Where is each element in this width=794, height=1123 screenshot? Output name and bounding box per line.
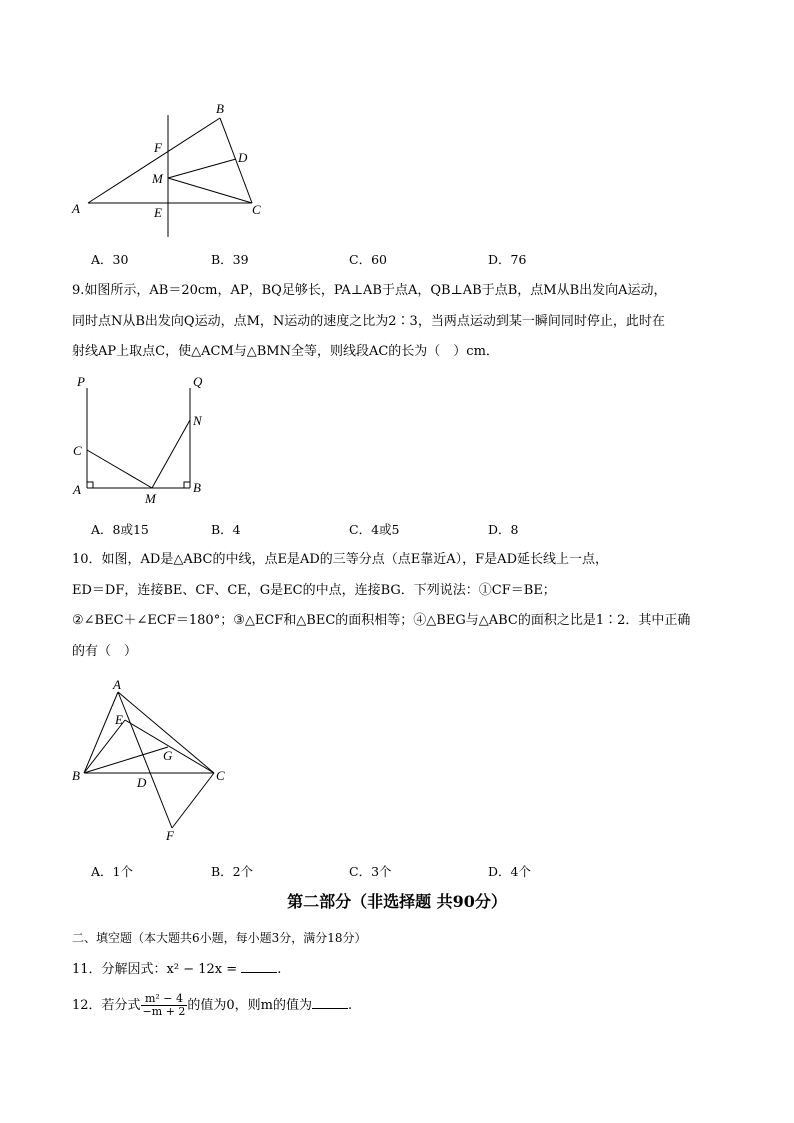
q12-prefix: 12．若分式 bbox=[72, 998, 141, 1013]
q11-suffix: . bbox=[277, 962, 282, 977]
q9-text-line2: 同时点N从B出发向Q运动，点M，N运动的速度之比为2∶3，当两点运动到某一瞬间同时停止，此时在 bbox=[72, 314, 665, 329]
segment-CM bbox=[87, 450, 152, 488]
q10-option-c[interactable]: C．3个 bbox=[349, 864, 392, 879]
q10-option-a[interactable]: A．1个 bbox=[91, 864, 133, 879]
q9-option-c[interactable]: C．4或5 bbox=[349, 522, 400, 537]
q8-option-c[interactable]: C．60 bbox=[349, 252, 387, 267]
segment-CF bbox=[172, 773, 214, 828]
part2-title: 第二部分（非选择题 共90分） bbox=[287, 892, 507, 911]
segment-BE bbox=[84, 720, 125, 773]
q10-option-d[interactable]: D．4个 bbox=[488, 864, 531, 879]
right-angle-B bbox=[184, 482, 190, 488]
q9-option-a[interactable]: A．8或15 bbox=[91, 522, 149, 537]
q11-prefix: 11．分解因式：x² − 12x = bbox=[72, 962, 238, 977]
label-E: E bbox=[154, 205, 162, 220]
q10-text-line4: 的有（ ） bbox=[72, 644, 138, 659]
q10-option-b[interactable]: B．2个 bbox=[211, 864, 254, 879]
label-C: C bbox=[73, 443, 82, 458]
q11 bbox=[72, 960, 281, 979]
q8-option-a[interactable]: A．30 bbox=[91, 252, 129, 267]
figure-q9 bbox=[60, 370, 230, 510]
label-A: A bbox=[73, 482, 81, 497]
segment-AB bbox=[84, 692, 118, 773]
q12-answer-blank[interactable] bbox=[312, 996, 348, 1009]
q12-middle: 的值为0，则m的值为 bbox=[187, 998, 313, 1013]
label-A: A bbox=[72, 201, 80, 216]
label-C: C bbox=[252, 202, 261, 217]
label-F: F bbox=[154, 140, 162, 155]
label-D: D bbox=[137, 775, 147, 790]
q8-option-d[interactable]: D．76 bbox=[488, 252, 527, 267]
label-Q: Q bbox=[193, 374, 203, 389]
q12-suffix: . bbox=[348, 998, 353, 1013]
segment-MC bbox=[168, 178, 252, 203]
q9-text-line1: 9.如图所示，AB＝20cm，AP，BQ足够长，PA⊥AB于点A，QB⊥AB于点B，点M从B出发向A运动， bbox=[72, 283, 667, 298]
figure-q10 bbox=[60, 672, 240, 852]
section2-header: 二、填空题（本大题共6小题，每小题3分，满分18分） bbox=[72, 931, 367, 945]
q9-text-line3: 射线AP上取点C，使△ACM与△BMN全等，则线段AC的长为（ ）cm． bbox=[72, 344, 499, 359]
q9-option-d[interactable]: D．8 bbox=[488, 522, 519, 537]
label-G: G bbox=[163, 748, 173, 763]
q10-text-line3: ②∠BEC＋∠ECF＝180°；③△ECF和△BEC的面积相等；④△BEG与△ABC的面积之比是1∶2．其中正确 bbox=[72, 613, 691, 628]
label-P: P bbox=[77, 374, 85, 389]
segment-BG bbox=[84, 747, 168, 773]
label-B: B bbox=[216, 101, 224, 116]
q12 bbox=[72, 992, 352, 1020]
label-E: E bbox=[115, 712, 123, 727]
label-M: M bbox=[152, 171, 163, 186]
label-N: N bbox=[193, 413, 202, 428]
label-F: F bbox=[166, 828, 174, 843]
label-B: B bbox=[72, 768, 80, 783]
segment-AB bbox=[88, 118, 220, 203]
q11-answer-blank[interactable] bbox=[241, 960, 277, 973]
figure-q8 bbox=[60, 95, 290, 245]
label-M: M bbox=[145, 491, 156, 506]
q9-option-b[interactable]: B．4 bbox=[211, 522, 241, 537]
segment-MN bbox=[152, 420, 190, 488]
q12-fraction bbox=[141, 993, 188, 1018]
q10-text-line2: ED＝DF，连接BE、CF、CE，G是EC的中点，连接BG．下列说法：①CF＝BE； bbox=[72, 583, 556, 598]
label-B: B bbox=[193, 480, 201, 495]
segment-MD bbox=[168, 159, 236, 178]
q8-option-b[interactable]: B．39 bbox=[211, 252, 249, 267]
label-A: A bbox=[113, 677, 121, 692]
q12-denominator: −m + 2 bbox=[142, 1005, 186, 1018]
right-angle-A bbox=[87, 482, 93, 488]
segment-EC bbox=[125, 720, 214, 773]
q10-text-line1: 10．如图，AD是△ABC的中线，点E是AD的三等分点（点E靠近A），F是AD延长线上一点， bbox=[72, 552, 608, 567]
label-D: D bbox=[238, 150, 248, 165]
label-C: C bbox=[216, 768, 225, 783]
q12-numerator: m² − 4 bbox=[141, 993, 188, 1006]
